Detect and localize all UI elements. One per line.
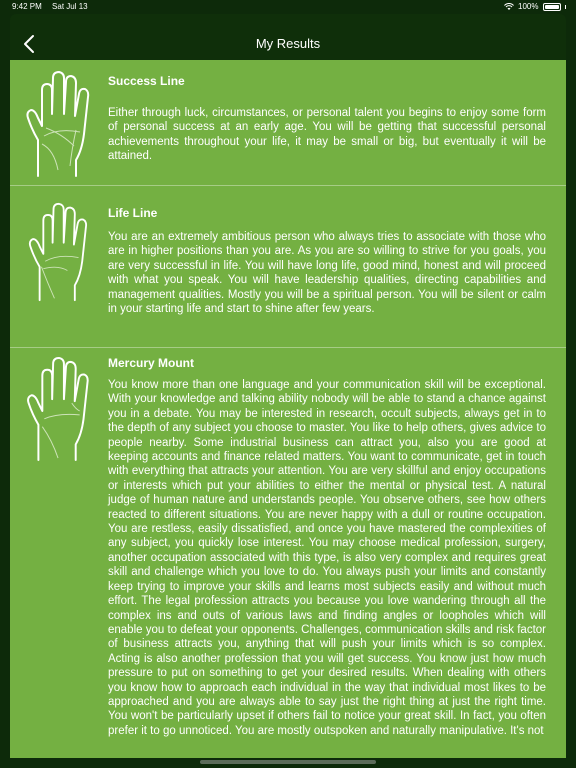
- palm-hand-icon: [24, 70, 96, 178]
- results-list[interactable]: [10, 60, 566, 758]
- palm-hand-icon: [24, 356, 96, 462]
- result-text: You know more than one language and your communication skill will be exceptional. With your knowledge and talking ability nobody will be able to stand a chance against you in a debate. You may be interested in research, occult subjects, always get in to the depth of any subject you choose to master. You like to help others, gives advice to people nearby. Some industrial business can attract you, also you are good at keeping accounts and finance related matters. You want to communicate, get in touch with everything that attracts your attention. You are very skillful and enjoy occupations or interests which put your abilities to either the mental or physical test. A natural judge of human nature and understands people. You observe others, see how others reacted to different situations. You are never happy with a dull or routine occupation. You are restless, easily dissatisfied, and once you have mastered the complexities of any subject, you quickly lose interest. You may choose medical profession, surgery, another occupation associated with this type, is also very complex and requires great skill and challenge which you love to do. You always push your limits and constantly keep trying to improve your skills and learns most subjects easily and without much effort. The legal profession attracts you because you love wandering through all the complex ins and outs of various laws and finding angles or loopholes which will enable you to defeat your opponents. Challenges, communication skills and risk factor of business attracts you, anything that will push your limits which is so complex. Acting is also another profession that you will get success. You know just how much pressure to put on something to get your desired results. When dealing with others you know how to approach each individual in the way that individual most likes to be approached and you are always able to say just the right thing at just the right time. You won't be particularly upset if others fail to notice your great skill. In fact, you often prefer it to go unnoticed. You are mostly outspoken and naturally manipulative. It's not: [108, 379, 546, 737]
- battery-percent: 100%: [518, 2, 539, 11]
- status-date: Sat Jul 13: [52, 2, 88, 11]
- status-bar: [0, 0, 576, 14]
- result-title: Mercury Mount: [108, 356, 195, 370]
- result-card-life-line: [10, 186, 566, 348]
- result-card-success-line: [10, 60, 566, 186]
- result-title: Life Line: [108, 206, 158, 220]
- result-card-mercury-mount: [10, 348, 566, 758]
- nav-bar: [10, 14, 566, 60]
- status-time: 9:42 PM: [12, 2, 42, 11]
- wifi-icon: [504, 3, 514, 11]
- result-text: Either through luck, circumstances, or personal talent you begins to enjoy some form of personal success at an early age. You will be getting that successful personal achievements throughout your life, it may be small or big, but eventually it will be attained.: [108, 107, 546, 163]
- result-title: Success Line: [108, 74, 185, 88]
- result-text: You are an extremely ambitious person who always tries to associate with those who are in higher positions than you are. As you are so willing to strive for you goals, you are very successful in life. You will have long life, good mind, honest and will proceed with what you speak. You will have leadership qualities, directing capabilities and management qualities. Mostly you will be a spiritual person. You will be silent or calm in your starting life and start to shine after few years.: [108, 231, 546, 316]
- home-indicator[interactable]: [200, 760, 376, 764]
- page-title: My Results: [255, 36, 321, 51]
- palm-hand-icon: [24, 202, 96, 302]
- battery-icon: [543, 3, 561, 11]
